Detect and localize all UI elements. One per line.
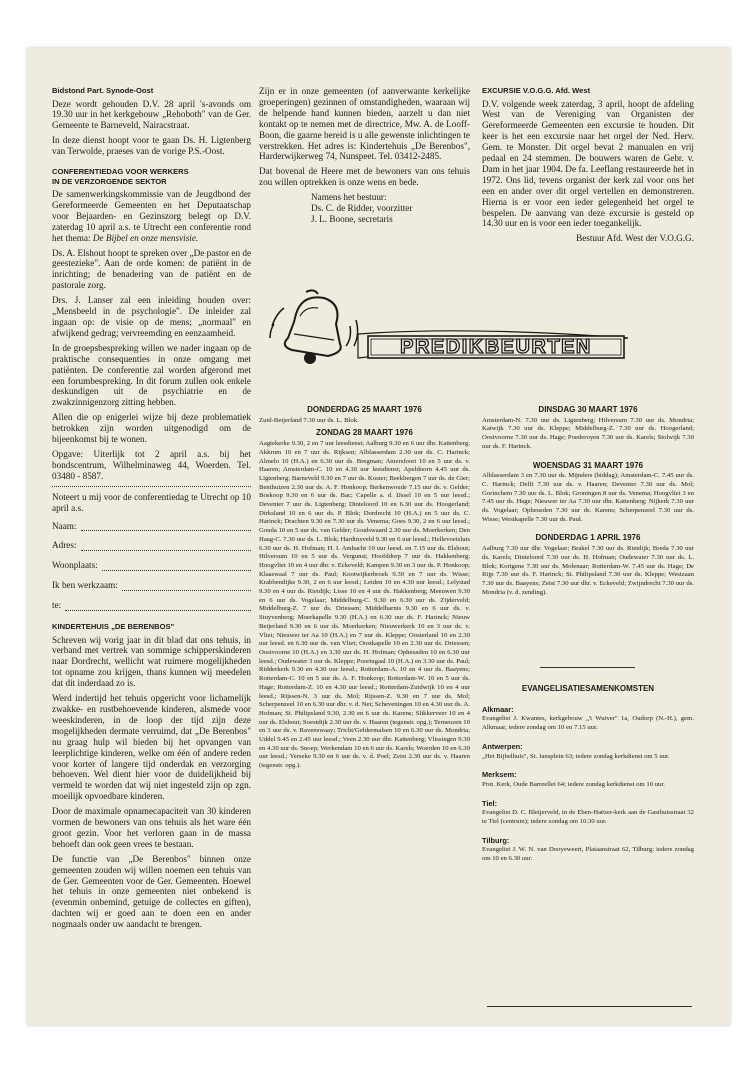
section-title-berenbos: KINDERTEHUIS „DE BERENBOS" bbox=[52, 622, 175, 632]
paragraph: Door de maximale opnamecapaciteit van 30 kinderen vormen de bewoners van ons tehuis als het ware één groot gezin. Voor het verloren gaan in de massa behoeft dan ook geen vrees te bestaan. bbox=[52, 806, 251, 849]
divider bbox=[487, 1006, 692, 1007]
theme-italic: De Bijbel en onze mensvisie. bbox=[92, 232, 199, 243]
item-text: Evangelist D. C. Bleijerveld, in de Eben-Haëzer-kerk aan de Gasthuisstraat 32 te Tiel (centrum); iedere zondag om 10.30 uur. bbox=[482, 809, 694, 826]
paragraph: Drs. J. Lanser zal een inleiding houden over: „Mensbeeld in de psychologie". De inleider zal ingaan op: de visie op de mens; „normaal" en afwijkend gedrag; vervreemding en eenzaamheid. bbox=[52, 295, 251, 338]
date-heading: DONDERDAG 25 MAART 1976 bbox=[307, 405, 422, 414]
paragraph: Schreven wij vorig jaar in dit blad dat ons tehuis, in verband met vertrek van sommige schipperskinderen naar Dordrecht, wellicht wat ruimere mogelijkheden tot opname zou krijgen, thans kunnen wij meedelen dat dit inderdaad zo is. bbox=[52, 634, 251, 689]
paragraph: In deze dienst hoopt voor te gaan Ds. H. Ligtenberg van Terwolde, praeses van de vorige P.S.-Oost. bbox=[52, 135, 251, 157]
form-row-te[interactable] bbox=[52, 600, 251, 611]
form-label: te: bbox=[52, 600, 62, 611]
place-name: Tiel: bbox=[482, 798, 498, 808]
item-text: „Het Bijbelhuis", St. Jansplein 63; iedere zondag kerkdienst om 5 uur. bbox=[482, 752, 670, 760]
paragraph: De functie van „De Berenbos" binnen onze gemeenten zouden wij willen noemen een tehuis van de Ger. Gemeenten voor de Ger. Gemeenten. Hoewel het tehuis in onze gemeenten niet onbekend is (evenmin onbemind, getuige de collectes en giften), dachten wij er goed aan te doen een en ander nogmaals onder uw aandacht te brengen. bbox=[52, 853, 251, 930]
section-subtitle-conferentiedag: IN DE VERZORGENDE SEKTOR bbox=[52, 176, 167, 186]
paragraph: Opgave: Uiterlijk tot 2 april a.s. bij het bondscentrum, Wilhelminaweg 44, Woerden. Tel. 03480 - 8587. bbox=[52, 448, 251, 481]
paragraph: Zijn er in onze gemeenten (of aanverwante kerkelijke groeperingen) gezinnen of omstandigheden, waaraan wij de helpende hand kunnen bieden, aarzelt u dan niet kontakt op te nemen met de directrice, Mw. A. de Looff-Boon, die gaarne bereid is u alle gewenste inlichtingen te verstrekken. Het adres is: Kindertehuis „De Berenbos", Harderwijkerweg 74, Nunspeet. Tel. 03412-2485. bbox=[259, 86, 470, 162]
evangelisatie-item bbox=[482, 743, 694, 761]
predikbeurten-right-column bbox=[482, 406, 694, 597]
form-row-woonplaats[interactable] bbox=[52, 560, 251, 571]
form-label: Ik ben werkzaam: bbox=[52, 580, 118, 591]
form-label: Adres: bbox=[52, 540, 77, 551]
schedule-text: Aalburg 7.30 uur dhr. Vogelaar; Brakel 7.30 uur ds. Rietdijk; Breda 7.30 uur ds. Karels; Dinteloord 7.30 uur ds. H. Hofman; Oudewater 7.30 uur ds. L. Blok; Kortgene 7.30 uur ds. Molenaar; Rotterdam-W. 7.45 uur ds. Hage; De Rijp 7.30 uur ds. F. Harinck; St. Philipsland 7.30 uur ds. Kleppe; Westzaan 7.30 uur ds. Baayens; Zeist 7.30 uur dhr. v. Eckeveld; Zwijndrecht 7.30 uur ds. Mondria (v. d. zending). bbox=[482, 545, 694, 596]
paragraph: Allen die op enigerlei wijze bij deze problematiek betrokken zijn worden uitgenodigd om de bijeenkomst bij te wonen. bbox=[52, 412, 251, 445]
paragraph: In de groepsbespreking willen we nader ingaan op de praktische consequenties in onze omgang met patiënten. De conferentie zal worden afgerond met een forumbespreking. In dit forum zullen ook enkele deskundigen uit de psychiatrie en de zwakzinnigenzorg zitting hebben. bbox=[52, 342, 251, 408]
paragraph bbox=[52, 189, 251, 244]
schedule-text: Zuid-Beijerland 7.30 uur ds. L. Blok. bbox=[259, 416, 359, 424]
evangelisatie-item bbox=[482, 800, 694, 827]
form-line[interactable] bbox=[102, 562, 251, 571]
date-heading: ZONDAG 28 MAART 1976 bbox=[316, 428, 413, 438]
evangelisatie-column bbox=[482, 685, 694, 864]
schedule-text: Aagtekerke 9.30, 2 en 7 uur leesdienst; Aalburg 9.30 en 6 uur dhr. Kattenberg; Akkrum 10 en 7 uur ds. Rijksen; Alblasserdam 2.30 uur ds. C. Harinck; Almelo 10 (H.A.) en 6.30 uur ds. Bregman; Amersfoort 10 en 5 uur ds. v. Haaren; Amsterdam-C. 10 en 4.30 uur leesdienst; Apeldoorn 4.45 uur ds. Ligtenberg; Barneveld 9.30 en 7 uur ds. Koster; Beekbergen 7 uur ds. de Gier; Benthuizen 2.30 uur ds. A. F. Honkoop; Berkenwoude 7.15 uur ds. v. Gelder; Boskoop 9.30 en 6 uur ds. Bac; Capelle a. d. IJssel 10 en 5 uur leesd.; Deventer 7 uur ds. Ligtenberg; Dinteloord 10 en 6.30 uur ds. Hoogerland; Dirksland 10 en 6 uur ds. P. Blok; Dordrecht 10 (H.A.) en 5 uur ds. C. Harinck; Drachten 9.30 en 7.30 uur ds. Venema; Goes 9.30, 2 en 6 uur leesd.; Gouda 10 en 5 uur ds. van Gelder; Goudswaard 2.30 uur ds. Moerkerken; Den Haag-C. 7.30 uur ds. L. Blok; Hardinxveld 9.30 en 6 uur leesd.; Hellevoetsluis 6.30 uur ds. H. Hofman; H. I. Ambacht 10 uur leesd. en 7.15 uur ds. Elshout; Hilversum 10 en 5 uur ds. Vergunst; Hoofddorp 7 uur ds. Hakkenberg; Hoogvliet 10 en 4 uur dhr. v. Eckeveld; Kampen 9.30 en 3 uur ds. P. Honkoop; Klaaswaal 7 uur ds. Paul; Kootwijkerbroek 9.30 en 7 uur ds. Wisse; Krabbendijke 9.30, 2 en 6 uur leesd.; Leiden 10 en 4.30 uur leesd.; Lelystad 9.30 en 4 uur ds. Rietdijk; Lisse 10 en 4 uur ds. Hakkenberg; Meeuwen 9.30 en 6 uur ds. Vogelaar; Middelburg-C. 9.30 en 6.30 uur ds. Zijderveld; Middelburg-Z. 7 uur ds. Driessen; Middelharnis 9.30 en 6 uur ds. v. Stuyvenberg; Moerkapelle 9.30 (H.A.) en 6.30 uur ds. F. Harinck; Nieuw Beijerland 9.30 en 6 uur ds. Moerkerken; Nieuwerkerk 10 en 3 uur ds. v. Vliet; Nieuwer ter Aa 10 (H.A.) en 7 uur ds. Kleppe; Oosterland 10 en 2.30 uur leesd. en 6.30 uur ds. van Vliet; Oostkapelle 10 en 2.30 uur ds. Driessen; Oostvoorne 10 (H.A.) en 3.30 uur ds. H. Hofman; Opheusden 10 en 6.30 uur leesd.; Oudewater 3 uur ds. Kleppe; Poortugaal 10 (H.A.) en 3.30 uur ds. Paul; Ridderkerk 9.30 en 4.30 uur leesd.; Rotterdam-A. 10 en 4 uur ds. Baayens; Rotterdam-C. 10 en 5 uur ds. A. F. Honkoop; Rotterdam-W. 10 en 5 uur ds. Hage; Rotterdam-Z. 10 en 4.30 uur leesd.; Rotterdam-Zuidwijk 10 en 4 uur leesd.; Rijssen-N. 3 uur ds. Mol; Rijssen-Z. 9.30 en 7 uur ds. Mol; Scherpenzeel 10 en 6.30 uur dhr. v. d. Net; Scheveningen 10 en 4.30 uur ds. A. Hofman; St. Philipsland 9.30, 2.30 en 6 uur ds. Karens; Slikkerveer 10 en 4 uur ds. Elshout; Soestdijk 2.30 uur ds. v. Haaren (tegenstr. opg.); Terneuzen 10 en 3 uur ds. v. Ravenswaay; Tricht/Geldermalsen 10 en 6.30 uur ds. Mondria; Uddel 9.45 en 2.45 uur leesd.; Veen 2.30 uur dhr. Kattenberg; Vlissingen 9.30 en 4.30 uur ds. Snoep; Werkendam 10 en 6 uur ds. Karels; Woerden 10 en 6.30 uur leesd.; Yerseke 9.30 en 6 uur ds. v. d. Poel; Zeist 2.30 uur ds. v. Haaren (tegenstr. opg.). bbox=[259, 440, 470, 770]
signature-line: J. L. Boone, secretaris bbox=[311, 213, 393, 224]
cut-line bbox=[52, 486, 251, 487]
form-row-werkzaam[interactable] bbox=[52, 580, 251, 591]
item-text: Prot. Kerk, Oude Barreellei 64; iedere zondag kerkdienst om 10 uur. bbox=[482, 780, 665, 788]
evangelisatie-item bbox=[482, 837, 694, 864]
section-title-excursie: EXCURSIE V.O.G.G. Afd. West bbox=[482, 86, 591, 95]
evangelisatie-item bbox=[482, 771, 694, 789]
predikbeurten-middle-column bbox=[259, 406, 470, 771]
place-name: Tilburg: bbox=[482, 835, 510, 845]
paragraph: D.V. volgende week zaterdag, 3 april, hoopt de afdeling West van de Vereniging van Organisten der Gereformeerde Gemeenten een excursie te houden. Dit keer is het een excursie naar het orgel der Ned. Herv. Gem. te Monster. Dit orgel bevat 2 manualen en vrij pedaal en 24 stemmen. De bouwers waren de Gebr. v. Dam in het jaar 1904. De fa. Leeflang restaureerde het in 1972. Ons lid, tevens organist der kerk zal voor ons het een en ander over dit orgel vertellen en demonstreren. Hierna is er voor een ieder gelegenheid het orgel te bespelen. De aanvang van deze excursie is gesteld op 14.30 uur en is voor een ieder toegankelijk. bbox=[482, 98, 694, 229]
date-heading: DONDERDAG 1 APRIL 1976 bbox=[535, 533, 641, 543]
form-row-naam[interactable] bbox=[52, 521, 251, 532]
text-span: De samenwerkingskommissie van de Jeugdbond der Gereformeerde Gemeenten en het Deputaatschap voor Bejaarden- en Gezinszorg belegt op D.V. zaterdag 10 april a.s. te Utrecht een conferentie rond het thema: bbox=[52, 189, 251, 243]
date-heading: DINSDAG 30 MAART 1976 bbox=[538, 405, 638, 414]
form-label: Naam: bbox=[52, 520, 77, 531]
paragraph: Ds. A. Elshout hoopt te spreken over „De pastor en de geestezieke". Aan de orde komen: de patiënt in de inrichting; de benadering van de patiënt en de pastorale zorg. bbox=[52, 247, 252, 291]
form-line[interactable] bbox=[65, 602, 251, 611]
paragraph: Dat bovenal de Heere met de bewoners van ons tehuis zou willen optrekken is onze wens en bede. bbox=[259, 166, 470, 188]
schedule-text: Amsterdam-N. 7.30 uur ds. Ligtenberg; Hilversum 7.30 uur ds. Mondria; Katwijk 7.30 uur ds. Kleppe; Middelburg-Z. 7.30 uur ds. Hoogerland; Oostvoorne 7.30 uur ds. Hage; Poederoyen 7.30 uur ds. Karels; Stolwijk 7.30 uur ds. F. Harinck. bbox=[482, 416, 694, 450]
divider bbox=[540, 667, 635, 668]
left-column bbox=[52, 86, 251, 934]
schedule-text: Alblasserdam 3 en 7.30 uur ds. Mijnders (biddag); Amsterdam-C. 7.45 uur ds. C. Harinck; Delft 7.30 uur ds. v. Haaren; Deventer 7.30 uur ds. Mol; Gorinchem 7.30 uur ds. L. Blok; Groningen 8 uur ds. Venema; Hoogvliet 3 en 7.45 uur ds. Hage; Nieuwer ter Aa 7.30 uur dhr. Kattenberg; Nijkerk 7.30 uur ds. Vogelaar; Opheusden 7.30 uur ds. Karens; Scherpenzeel 7.30 uur ds. Wisse; Westkapelle 7.30 uur ds. Paul. bbox=[482, 472, 694, 523]
form-row-adres[interactable] bbox=[52, 540, 251, 551]
item-text: Evangelist J. W. N. van Dooyeweert, Plataanstraat 62, Tilburg; iedere zondag om 10 en 6.30 uur. bbox=[482, 846, 694, 863]
section-title-bidstond: Bidstond Part. Synode-Oost bbox=[52, 86, 154, 95]
right-top-column bbox=[482, 86, 694, 244]
place-name: Antwerpen: bbox=[482, 741, 523, 751]
form-line[interactable] bbox=[81, 522, 252, 531]
predikbeurten-banner bbox=[266, 286, 634, 394]
paragraph: Noteert u mij voor de conferentiedag te Utrecht op 10 april a.s. bbox=[52, 491, 251, 513]
form-line[interactable] bbox=[122, 582, 251, 591]
place-name: Merksem: bbox=[482, 770, 517, 780]
signup-form bbox=[52, 521, 251, 612]
banner-title: PREDIKBEURTEN bbox=[400, 336, 592, 358]
middle-top-column bbox=[259, 86, 470, 225]
paragraph: Deze wordt gehouden D.V. 28 april 's-avonds om 19.30 uur in het kerkgebouw „Rehoboth" van de Ger. Gemeente te Barneveld, Nairacstraat. bbox=[52, 98, 251, 131]
form-line[interactable] bbox=[81, 542, 252, 551]
signature-line: Bestuur Afd. West der V.O.G.G. bbox=[576, 233, 694, 244]
paragraph: Werd indertijd het tehuis opgericht voor lichamelijk zwakke- en rustbehoevende kinderen, alsmede voor weeskinderen, in de loop der tijd zijn deze mogelijkheden dermate verruimd, dat „De Berenbos" nu graag hulp wil bieden bij het opvangen van leerplichtige kinderen, welke om één of andere reden voor korter of langere tijd onderdak en verzorging behoeven. Wel dient hier voor de duidelijkheid bij vermeld te worden dat wij niet ingesteld zijn op zgn. moeilijk opvoedbare kinderen. bbox=[52, 693, 251, 802]
section-title-evangelisatie: EVANGELISATIESAMENKOMSTEN bbox=[521, 684, 655, 693]
form-label: Woonplaats: bbox=[52, 560, 98, 571]
date-heading: WOENSDAG 31 MAART 1976 bbox=[532, 460, 644, 470]
signature-line: Ds. C. de Ridder, voorzitter bbox=[311, 203, 413, 214]
section-title-conferentiedag: CONFERENTIEDAG VOOR WERKERS bbox=[52, 167, 189, 177]
evangelisatie-item bbox=[482, 706, 694, 733]
item-text: Evangelist J. Kwantes, kerkgebouw „'t Wuiver" 1a, Oudorp (N.-H.), gem. Alkmaar, iedere zondag om 10 en 7.15 uur. bbox=[482, 715, 694, 732]
signature-line: Namens het bestuur: bbox=[311, 192, 387, 203]
signature-block bbox=[311, 192, 470, 225]
place-name: Alkmaar: bbox=[482, 704, 514, 714]
bell-icon bbox=[270, 290, 358, 363]
